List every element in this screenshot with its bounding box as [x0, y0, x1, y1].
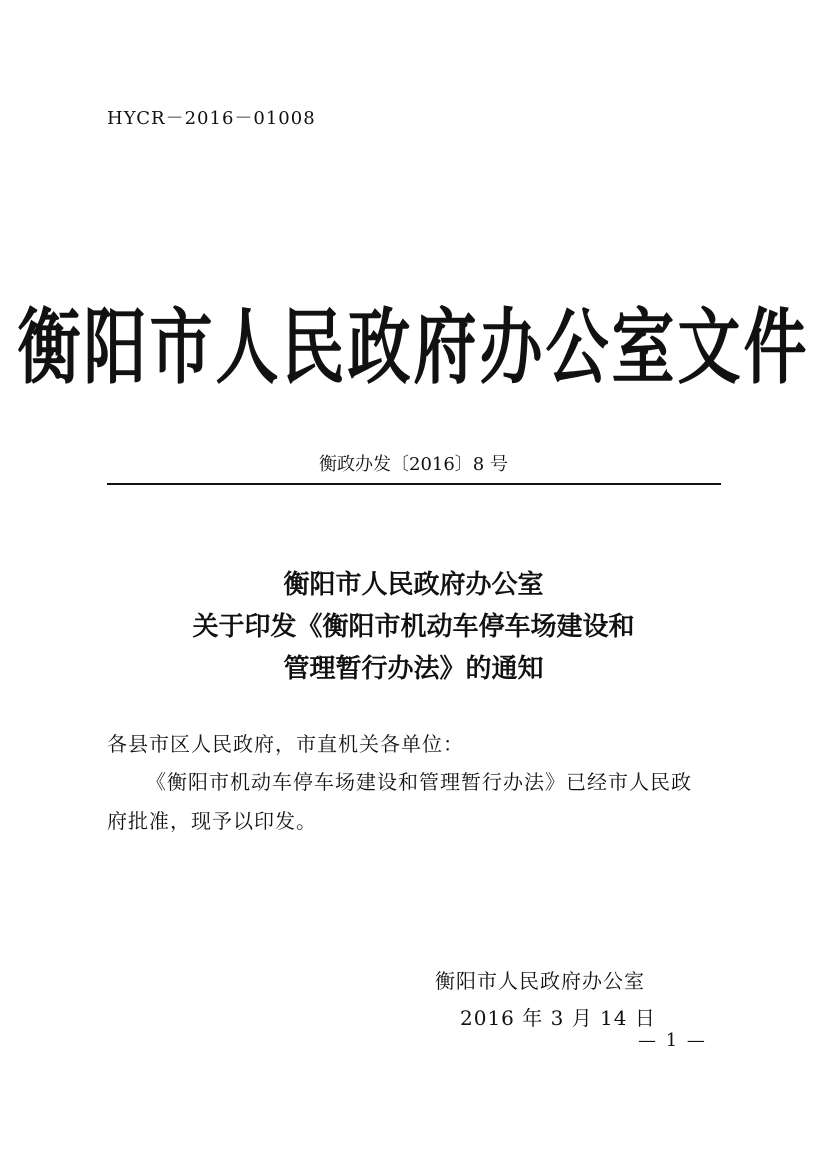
title-line-3: 管理暂行办法》的通知 — [283, 654, 544, 684]
signature-date: 2016 年 3 月 14 日 — [460, 1006, 656, 1030]
salutation: 各县市区人民政府，市直机关各单位： — [107, 732, 464, 756]
header-divider — [107, 483, 721, 485]
title-line-1: 衡阳市人民政府办公室 — [283, 570, 544, 600]
body-line-1: 《衡阳市机动车停车场建设和管理暂行办法》已经市人民政 — [146, 770, 692, 794]
issuing-office-header: 衡阳市人民政府办公室文件 — [17, 298, 810, 396]
document-number: 衡政办发〔2016〕8 号 — [319, 454, 508, 475]
body-line-2: 府批准，现予以印发。 — [107, 809, 317, 833]
signature-org: 衡阳市人民政府办公室 — [435, 969, 645, 993]
document-code: HYCR－2016－01008 — [107, 108, 316, 129]
page-number: — 1 — — [638, 1030, 707, 1051]
title-line-2: 关于印发《衡阳市机动车停车场建设和 — [192, 612, 635, 642]
